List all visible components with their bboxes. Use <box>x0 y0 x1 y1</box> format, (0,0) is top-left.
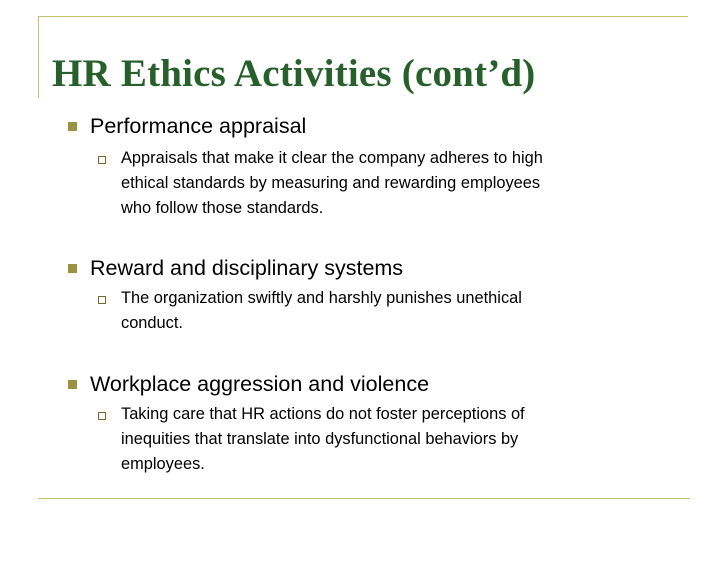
text-line: Appraisals that make it clear the company adheres to high <box>121 149 543 167</box>
slide-title: HR Ethics Activities (cont’d) <box>52 52 536 95</box>
hollow-square-bullet-icon <box>98 412 106 420</box>
sub-bullet-text-reward-systems <box>121 286 661 336</box>
text-line: who follow those standards. <box>121 199 324 217</box>
bullet-heading-performance-appraisal: Performance appraisal <box>90 114 307 138</box>
bullet-heading-reward-systems: Reward and disciplinary systems <box>90 256 404 280</box>
hollow-square-bullet-icon <box>98 156 106 164</box>
hollow-square-bullet-icon <box>98 296 106 304</box>
text-line: inequities that translate into dysfunctional behaviors by <box>121 430 519 448</box>
text-line: ethical standards by measuring and rewarding employees <box>121 174 541 192</box>
bottom-rule-divider <box>38 498 690 499</box>
text-line: conduct. <box>121 314 183 332</box>
text-line: Taking care that HR actions do not foster perceptions of <box>121 405 525 423</box>
sub-bullet-text-performance-appraisal <box>121 146 661 221</box>
sub-bullet-text-workplace-aggression <box>121 402 661 477</box>
top-rule-divider <box>38 16 688 17</box>
text-line: employees. <box>121 455 205 473</box>
filled-square-bullet-icon <box>68 264 77 273</box>
left-rule-divider <box>38 16 39 98</box>
filled-square-bullet-icon <box>68 122 77 131</box>
filled-square-bullet-icon <box>68 380 77 389</box>
bullet-heading-workplace-aggression: Workplace aggression and violence <box>90 372 430 396</box>
text-line: The organization swiftly and harshly punishes unethical <box>121 289 522 307</box>
